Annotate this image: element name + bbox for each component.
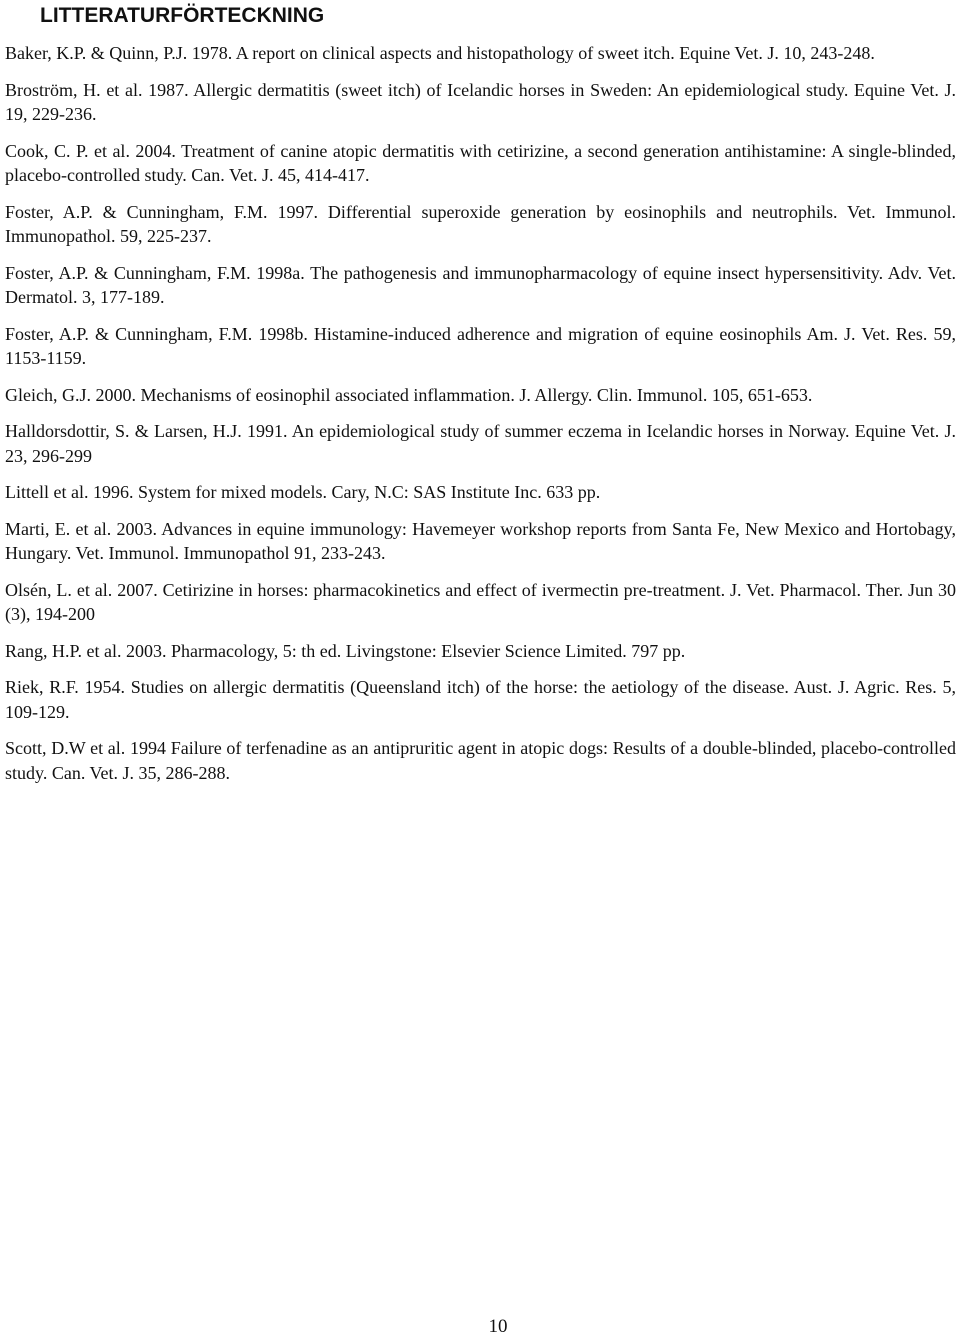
page-number: 10 <box>488 1316 508 1337</box>
reference-item: Rang, H.P. et al. 2003. Pharmacology, 5: th ed. Livingstone: Elsevier Science Limited. 797 pp. <box>5 640 686 661</box>
section-heading: LITTERATURFÖRTECKNING <box>40 4 325 27</box>
reference-item: Marti, E. et al. 2003. Advances in equine immunology: Havemeyer workshop reports from Santa Fe, New Mexico and Hortobagy, Hungary. Vet. Immunol. Immunopathol 91, 233-243. <box>5 518 956 563</box>
reference-item: Foster, A.P. & Cunningham, F.M. 1998b. Histamine-induced adherence and migration of equine eosinophils Am. J. Vet. Res. 59, 1153-1159. <box>5 323 956 368</box>
reference-item: Foster, A.P. & Cunningham, F.M. 1997. Differential superoxide generation by eosinophils and neutrophils. Vet. Immunol. Immunopathol. 59, 225-237. <box>5 201 956 246</box>
reference-item: Littell et al. 1996. System for mixed models. Cary, N.C: SAS Institute Inc. 633 pp. <box>5 482 601 502</box>
reference-item: Riek, R.F. 1954. Studies on allergic dermatitis (Queensland itch) of the horse: the aetiology of the disease. Aust. J. Agric. Res. 5, 109-129. <box>5 677 956 722</box>
reference-item: Cook, C. P. et al. 2004. Treatment of canine atopic dermatitis with cetirizine, a second generation antihistamine: A single-blinded, placebo-controlled study. Can. Vet. J. 45, 414-417. <box>5 140 956 185</box>
reference-list <box>5 41 956 797</box>
reference-item: Halldorsdottir, S. & Larsen, H.J. 1991. An epidemiological study of summer eczema in Icelandic horses in Norway. Equine Vet. J. 23, 296-299 <box>5 421 956 466</box>
reference-item: Scott, D.W et al. 1994 Failure of terfenadine as an antipruritic agent in atopic dogs: Results of a double-blinded, placebo-controlled study. Can. Vet. J. 35, 286-288. <box>5 738 956 783</box>
reference-item: Gleich, G.J. 2000. Mechanisms of eosinophil associated inflammation. J. Allergy. Clin. Immunol. 105, 651-653. <box>5 384 813 405</box>
reference-item: Foster, A.P. & Cunningham, F.M. 1998a. The pathogenesis and immunopharmacology of equine insect hypersensitivity. Adv. Vet. Dermatol. 3, 177-189. <box>5 262 956 307</box>
reference-item: Olsén, L. et al. 2007. Cetirizine in horses: pharmacokinetics and effect of ivermectin pre-treatment. J. Vet. Pharmacol. Ther. Jun 30 (3), 194-200 <box>5 579 956 624</box>
reference-item: Broström, H. et al. 1987. Allergic dermatitis (sweet itch) of Icelandic horses in Sweden: An epidemiological study. Equine Vet. J. 19, 229-236. <box>5 79 956 124</box>
reference-item: Baker, K.P. & Quinn, P.J. 1978. A report on clinical aspects and histopathology of sweet itch. Equine Vet. J. 10, 243-248. <box>5 43 875 63</box>
